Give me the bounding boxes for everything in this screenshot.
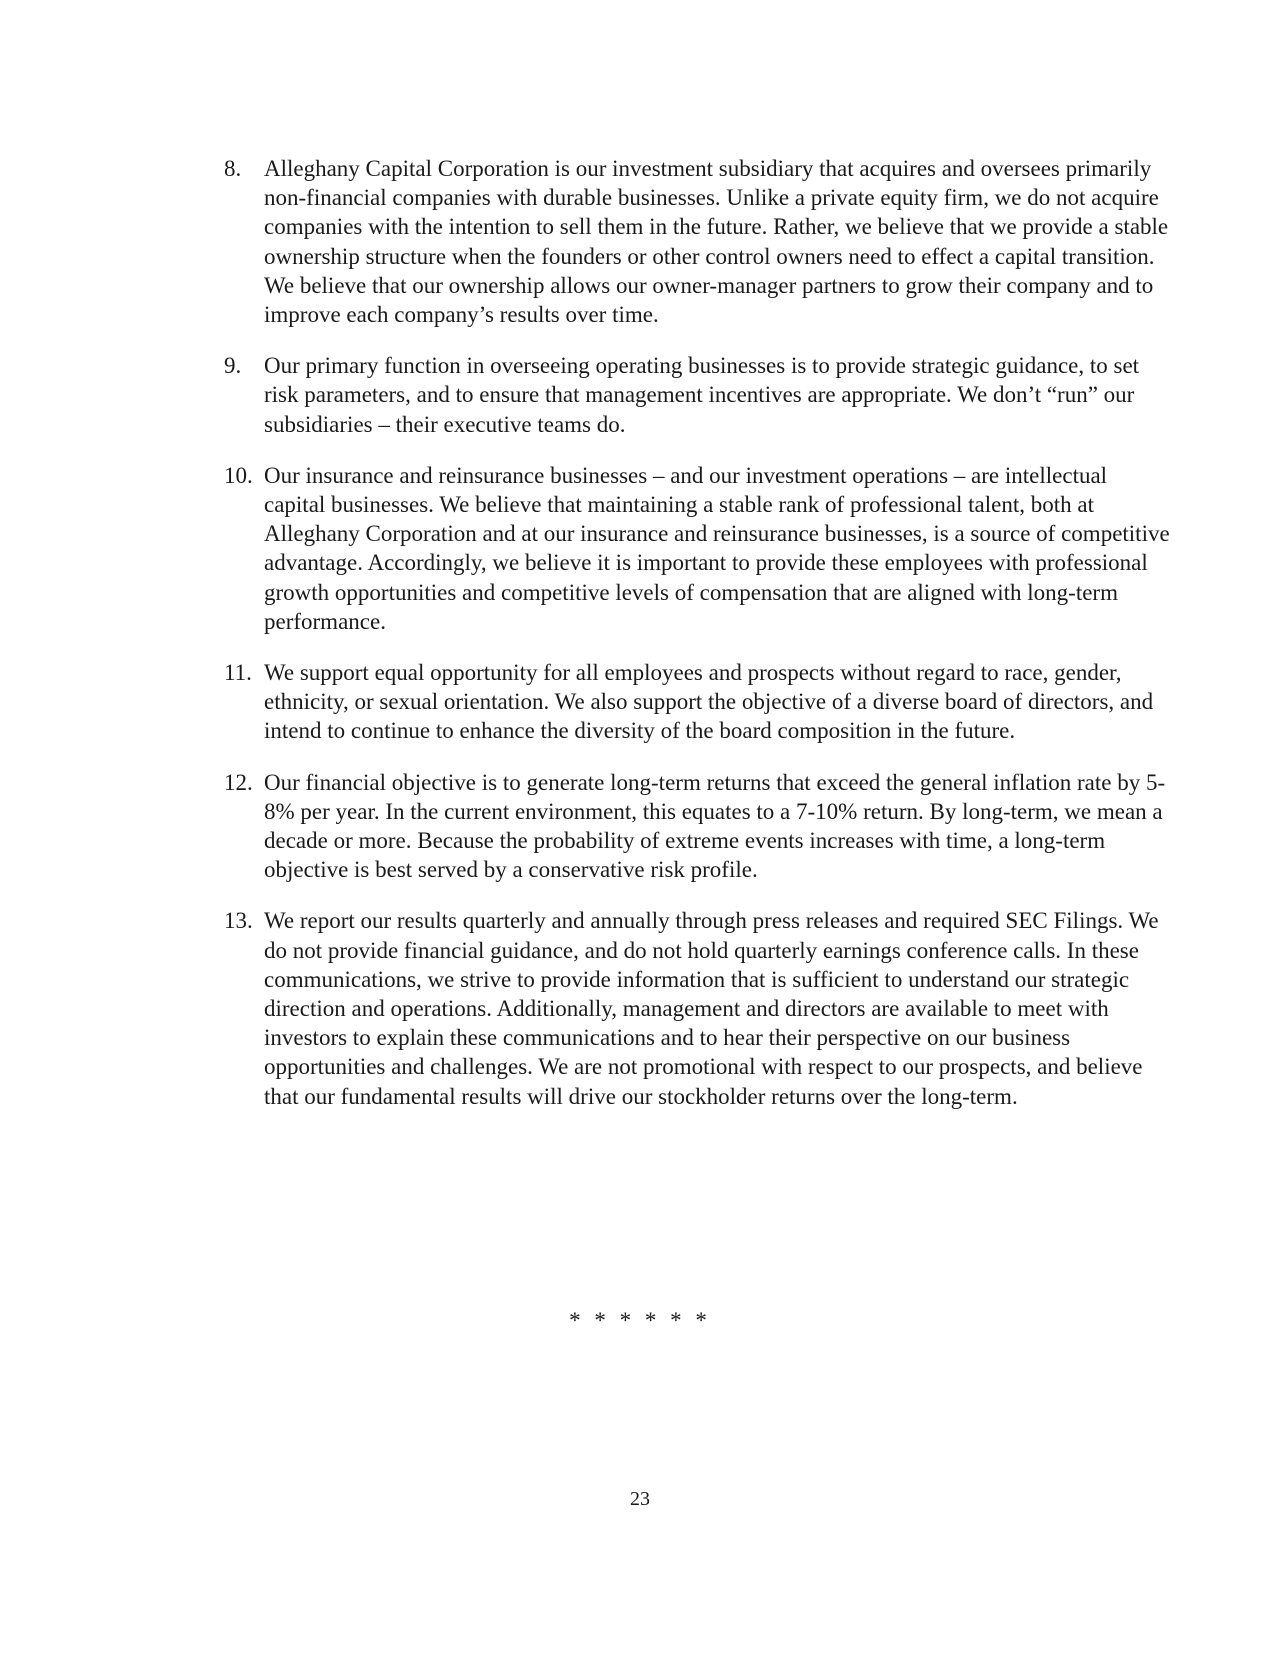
list-item (224, 154, 1174, 329)
page-number: 23 (630, 1488, 650, 1510)
list-item (224, 351, 1174, 439)
item-text: Our insurance and reinsurance businesses – and our investment operations – are intellectual capital businesses. We believe that maintaining a stable rank of professional talent, both at Alleghany Corporation and at our insurance and reinsurance businesses, is a source of competitive advantage. Accordingly, we believe it is important to provide these employees with professional growth opportunities and competitive levels of compensation that are aligned with long-term performance. (264, 462, 1170, 634)
item-text: Alleghany Capital Corporation is our investment subsidiary that acquires and oversees primarily non-financial companies with durable businesses. Unlike a private equity firm, we do not acquire companies with the intention to sell them in the future. Rather, we believe that we provide a stable ownership structure when the founders or other control owners need to effect a capital transition. We believe that our ownership allows our owner-manager partners to grow their company and to improve each company’s results over time. (264, 156, 1169, 328)
item-number: 9. (224, 353, 242, 379)
list-item (224, 768, 1174, 885)
item-number: 11. (224, 660, 252, 686)
list-item (224, 461, 1174, 636)
list-item (224, 658, 1174, 746)
item-text: We report our results quarterly and annually through press releases and required SEC Filings. We do not provide financial guidance, and do not hold quarterly earnings conference calls. In these communications, we strive to provide information that is sufficient to understand our strategic direction and operations. Additionally, management and directors are available to meet with investors to explain these communications and to hear their perspective on our business opportunities and challenges. We are not promotional with respect to our prospects, and believe that our fundamental results will drive our stockholder returns over the long-term. (264, 908, 1159, 1109)
item-text: Our primary function in overseeing operating businesses is to provide strategic guidance, to set risk parameters, and to ensure that management incentives are appropriate. We don’t “run” our subsidiaries – their executive teams do. (264, 353, 1140, 437)
item-number: 10. (224, 462, 253, 488)
item-number: 12. (224, 769, 253, 795)
item-text: Our financial objective is to generate long-term returns that exceed the general inflation rate by 5-8% per year. In the current environment, this equates to a 7-10% return. By long-term, we mean a decade or more. Because the probability of extreme events increases with time, a long-term objective is best served by a conservative risk profile. (264, 769, 1166, 883)
item-number: 13. (224, 908, 253, 934)
section-separator: * * * * * * (569, 1308, 711, 1333)
numbered-list (224, 154, 1174, 1133)
item-number: 8. (224, 156, 242, 181)
item-text: We support equal opportunity for all employees and prospects without regard to race, gender, ethnicity, or sexual orientation. We also support the objective of a diverse board of directors, and intend to continue to enhance the diversity of the board composition in the future. (264, 660, 1154, 744)
list-item (224, 906, 1174, 1110)
